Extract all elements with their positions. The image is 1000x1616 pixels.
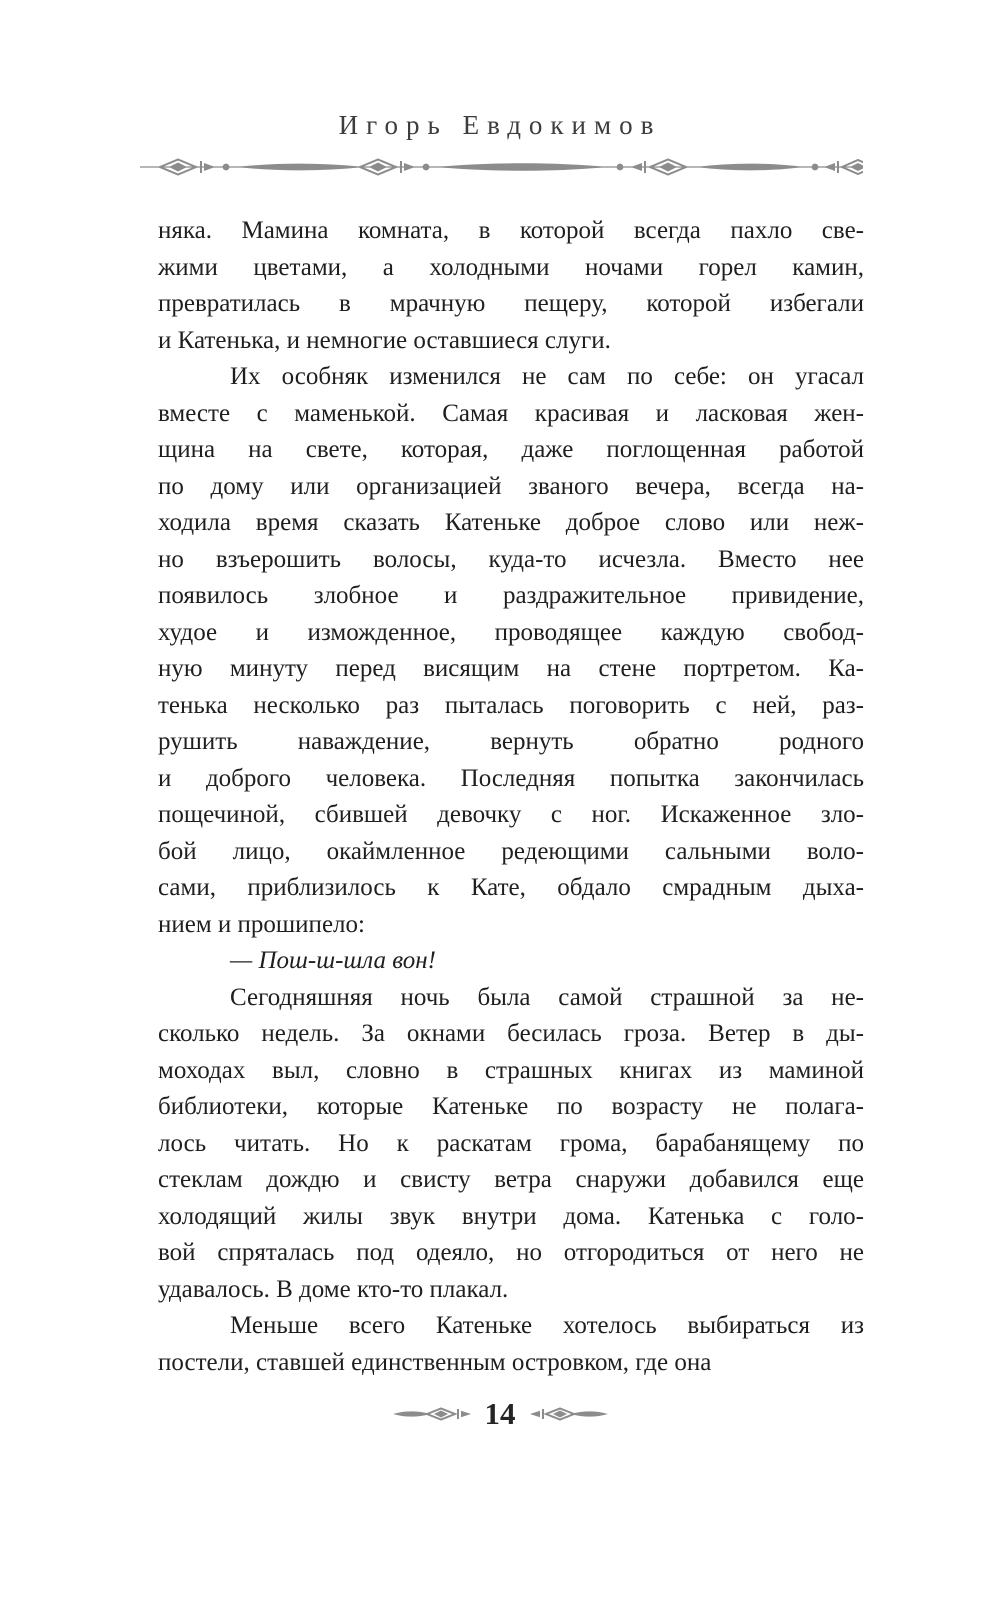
text-line: нием и прошипело:: [158, 910, 365, 938]
text-line: вместе с маменькой. Самая красивая и ласковая жен-: [158, 399, 864, 427]
body-text: [158, 213, 864, 1381]
text-line: ную минуту перед висящим на стене портретом. Ка-: [158, 655, 864, 682]
diamond-arrow-ornament-right-icon: [530, 1405, 608, 1423]
text-line: стеклам дождю и свисту ветра снаружи добавился еще: [158, 1166, 864, 1193]
text-line: Сегодняшняя ночь была самой страшной за не-: [230, 983, 864, 1011]
ornamental-rule-icon: [138, 155, 863, 179]
text-line: бой лицо, окаймленное редеющими сальными воло-: [158, 837, 864, 865]
text-line: няка. Мамина комната, в которой всегда пахло све-: [158, 217, 864, 244]
text-line: Меньше всего Катеньке хотелось выбираться из: [230, 1312, 864, 1339]
text-line: — Пош-ш-шла вон!: [230, 947, 437, 974]
paragraph: [158, 1308, 864, 1381]
header-divider-ornament: [138, 155, 863, 179]
text-line: холодящий жилы звук внутри дома. Катенька с голо-: [158, 1202, 864, 1230]
text-line: постели, ставшей единственным островком, где она: [158, 1348, 712, 1376]
text-line: превратилась в мрачную пещеру, которой избегали: [158, 290, 864, 317]
text-line: жими цветами, а холодными ночами горел камин,: [158, 253, 864, 281]
text-line: тенька несколько раз пыталась поговорить с ней, раз-: [158, 691, 864, 719]
text-line: но взъерошить волосы, куда-то исчезла. Вместо нее: [158, 545, 864, 573]
text-line: сколько недель. За окнами бесилась гроза. Ветер в ды-: [158, 1020, 864, 1047]
diamond-arrow-ornament-left-icon: [393, 1405, 471, 1423]
text-line: худое и изможденное, проводящее каждую свобод-: [158, 618, 864, 646]
text-line: и Катенька, и немногие оставшиеся слуги.: [158, 326, 611, 354]
text-line: появилось злобное и раздражительное привидение,: [158, 582, 864, 609]
dialogue-paragraph: [158, 943, 864, 980]
text-line: щина на свете, которая, даже поглощенная работой: [158, 436, 864, 463]
text-line: рушить наваждение, вернуть обратно родного: [158, 728, 864, 755]
author-name: Игорь Евдокимов: [338, 110, 662, 140]
text-line: ходила время сказать Катеньке доброе слово или неж-: [158, 509, 864, 536]
paragraph: [158, 213, 864, 359]
text-line: библиотеки, которые Катеньке по возрасту не полага-: [158, 1093, 864, 1120]
text-line: Их особняк изменился не сам по себе: он угасал: [230, 363, 864, 390]
paragraph: [158, 980, 864, 1309]
page-header: [0, 0, 1000, 179]
text-line: и доброго человека. Последняя попытка закончилась: [158, 764, 864, 792]
page-footer: [0, 1398, 1000, 1429]
text-line: сами, приблизилось к Кате, обдало смрадным дыха-: [158, 874, 864, 901]
text-line: по дому или организацией званого вечера, всегда на-: [158, 472, 864, 500]
text-line: лось читать. Но к раскатам грома, барабанящему по: [158, 1129, 864, 1157]
text-line: пощечиной, сбившей девочку с ног. Искаженное зло-: [158, 801, 864, 828]
footer-page-number: 14: [484, 1396, 516, 1431]
paragraph: [158, 359, 864, 943]
text-line: удавалось. В доме кто-то плакал.: [158, 1275, 509, 1303]
text-line: вой спряталась под одеяло, но отгородиться от него не: [158, 1239, 864, 1266]
text-line: моходах выл, словно в страшных книгах из маминой: [158, 1056, 864, 1084]
